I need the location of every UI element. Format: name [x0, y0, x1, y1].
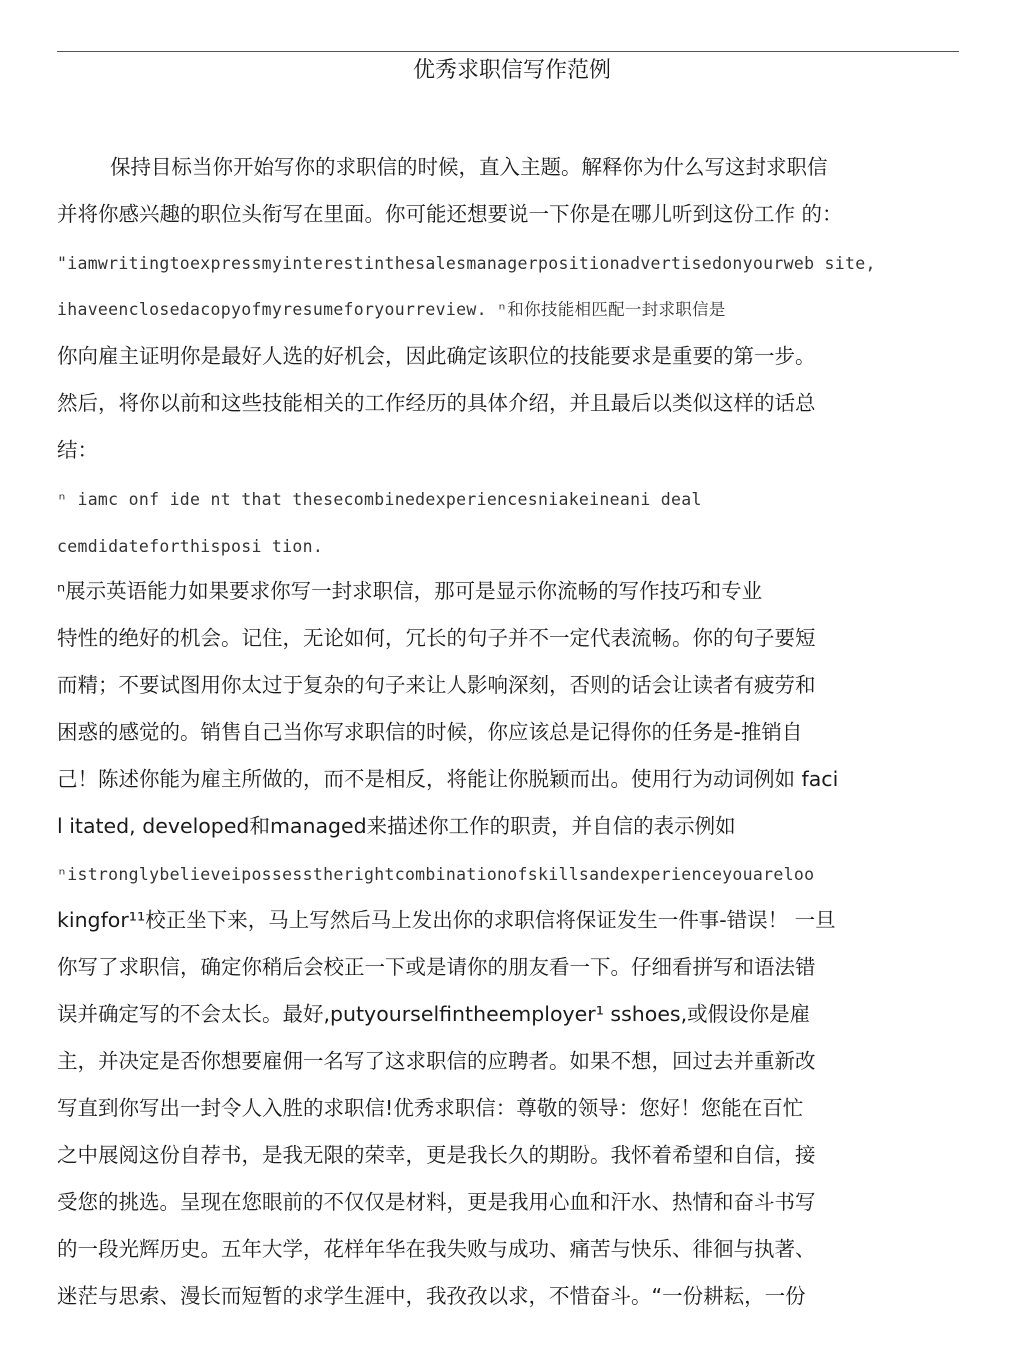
text-line: 而精；不要试图用你太过于复杂的句子来让人影响深刻，否则的话会让读者有疲劳和	[57, 673, 816, 697]
text-line: 困惑的感觉的。销售自己当你写求职信的时候，你应该总是记得你的任务是-推销自	[57, 720, 803, 744]
text-line: 结：	[57, 438, 98, 462]
text-line: 之中展阅这份自荐书，是我无限的荣幸，更是我长久的期盼。我怀着希望和自信，接	[57, 1143, 816, 1167]
text-line: kingfor¹¹校正坐下来，马上写然后马上发出你的求职信将保证发生一件事-错误！ 一旦	[57, 908, 836, 932]
text-line: l itated, developed和managed来描述你工作的职责，并自信的表示例如	[57, 814, 736, 838]
text-line: "iamwritingtoexpressmyinterestinthesalesmanagerpositionadvertisedonyourweb site,	[57, 254, 876, 273]
page-title: 优秀求职信写作范例	[412, 58, 611, 83]
text-line: 的一段光辉历史。五年大学，花样年华在我失败与成功、痛苦与快乐、徘徊与执著、	[57, 1237, 816, 1261]
text-line: 己！陈述你能为雇主所做的，而不是相反，将能让你脱颖而出。使用行为动词例如 faci	[57, 767, 839, 791]
text-line: 受您的挑选。呈现在您眼前的不仅仅是材料，更是我用心血和汗水、热情和奋斗书写	[57, 1190, 816, 1214]
text-line: 并将你感兴趣的职位头衔写在里面。你可能还想要说一下你是在哪儿听到这份工作 的：	[57, 202, 843, 226]
text-line: 迷茫与思索、漫长而短暂的求学生涯中，我孜孜以求，不惜奋斗。“一份耕耘，一份	[57, 1284, 806, 1308]
text-line: 你向雇主证明你是最好人选的好机会，因此确定该职位的技能要求是重要的第一步。	[57, 344, 816, 368]
text-line: 然后，将你以前和这些技能相关的工作经历的具体介绍，并且最后以类似这样的话总	[57, 391, 816, 415]
text-line: 主，并决定是否你想要雇佣一名写了这求职信的应聘者。如果不想，回过去并重新改	[57, 1049, 816, 1073]
text-line: ⁿistronglybelieveipossesstherightcombinationofskillsandexperienceyouareloo	[57, 865, 815, 884]
header-rule	[57, 51, 959, 52]
text-line: 误并确定写的不会太长。最好,putyourselfintheemployer¹ sshoes,或假设你是雇	[57, 1002, 811, 1026]
text-line: ⁿ iamc onf ide nt that thesecombinedexperiencesniakeineani deal	[57, 490, 702, 509]
text-line: 特性的绝好的机会。记住，无论如何，冗长的句子并不一定代表流畅。你的句子要短	[57, 626, 816, 650]
text-line: cemdidateforthisposi tion.	[57, 537, 324, 556]
text-line: 保持目标当你开始写你的求职信的时候，直入主题。解释你为什么写这封求职信	[110, 155, 828, 179]
text-line: 写直到你写出一封令人入胜的求职信!优秀求职信：尊敬的领导：您好！您能在百忙	[57, 1096, 804, 1120]
text-line: 你写了求职信，确定你稍后会校正一下或是请你的朋友看一下。仔细看拼写和语法错	[57, 955, 816, 979]
text-line: ihaveenclosedacopyofmyresumeforyourreview. ⁿ和你技能相匹配一封求职信是	[57, 300, 726, 319]
text-line: ⁿ展示英语能力如果要求你写一封求职信，那可是显示你流畅的写作技巧和专业	[57, 579, 763, 603]
